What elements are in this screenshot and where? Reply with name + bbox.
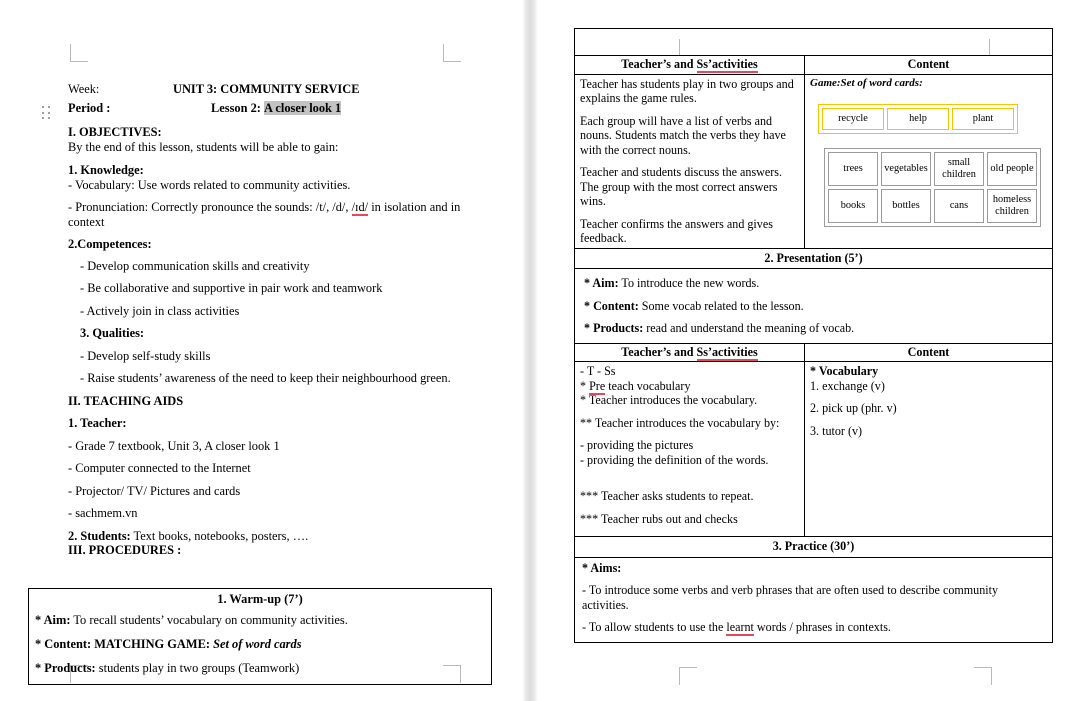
presentation-teacher-para-2: ** Teacher introduces the vocabulary by:	[580, 415, 780, 430]
verb-card-recycle: recycle	[822, 108, 884, 130]
practice-aim-2	[582, 620, 1045, 635]
teacher-aid-item-3: - sachmem.vn	[68, 506, 138, 520]
practice-aim-2-post: words / phrases in contexts.	[753, 620, 891, 634]
presentation-products	[584, 321, 1043, 336]
presentation-teacher-line-1: * Pre teach vocabulary	[580, 378, 691, 393]
competences-heading: 2.Competences:	[68, 237, 152, 251]
unit-title: UNIT 3: COMMUNITY SERVICE	[173, 82, 360, 96]
presentation-header-teacher-pre: Teacher’s and	[621, 344, 697, 359]
noun-card-homeless-children: homeless children	[987, 189, 1037, 223]
presentation-content-cell	[805, 362, 1053, 537]
presentation-teacher-para-3: *** Teacher asks students to repeat.	[580, 489, 754, 503]
warm-up-products	[35, 661, 485, 676]
presentation-body-row	[575, 362, 1053, 537]
period-label: Period :	[68, 100, 111, 115]
noun-card-cans: cans	[934, 189, 984, 223]
lesson-title-highlight: A closer look 1	[264, 100, 342, 115]
presentation-aim-label: * Aim:	[584, 276, 619, 290]
table-blank-row	[575, 29, 1053, 56]
practice-meta-cell	[575, 557, 1053, 642]
warm-up-content	[35, 637, 485, 652]
vocabulary-item-0: 1. exchange (v)	[810, 378, 885, 393]
vocabulary-item-2: 3. tutor (v)	[810, 423, 863, 438]
presentation-teacher-line-0: - T - Ss	[580, 364, 616, 378]
noun-card-old-people: old people	[987, 152, 1037, 186]
noun-cards-row-1	[828, 152, 1037, 186]
presentation-header-teacher-spellcheck: Ss’activities	[696, 344, 758, 359]
qualities-heading: 3. Qualities:	[80, 326, 145, 340]
warm-up-box	[28, 588, 492, 685]
presentation-content-label: * Content:	[584, 298, 639, 313]
paragraph-drag-handle[interactable]	[42, 106, 51, 121]
warm-up-content-bold: MATCHING GAME:	[91, 636, 210, 651]
knowledge-heading: 1. Knowledge:	[68, 163, 144, 177]
verb-cards-row	[822, 108, 1014, 130]
noun-card-small-children: small children	[934, 152, 984, 186]
practice-title: 3. Practice (30’)	[575, 537, 1053, 558]
teacher-aid-item-2: - Projector/ TV/ Pictures and cards	[68, 483, 241, 498]
knowledge-vocabulary: - Vocabulary: Use words related to community activities.	[68, 177, 351, 192]
warmup-header-teacher-pre: Teacher’s and	[621, 57, 697, 71]
students-aids-label: 2. Students:	[68, 528, 131, 543]
noun-card-vegetables: vegetables	[881, 152, 931, 186]
practice-section-bar	[575, 537, 1053, 558]
presentation-products-text: read and understand the meaning of vocab.	[643, 321, 855, 335]
pronunciation-spellcheck-word: /ɪd/	[351, 200, 369, 214]
warmup-teacher-activities-cell	[575, 74, 805, 248]
warm-up-aim-text: To recall students’ vocabulary on community activities.	[70, 612, 348, 627]
crop-mark-top-left	[70, 44, 88, 62]
warmup-header-teacher	[575, 56, 805, 75]
verb-card-help: help	[887, 108, 949, 130]
quality-item-0: - Develop self-study skills	[80, 348, 211, 363]
teacher-aids-heading: 1. Teacher:	[68, 416, 127, 430]
presentation-content-text: Some vocab related to the lesson.	[638, 298, 804, 313]
page-gutter	[500, 0, 560, 701]
lesson-plan-table	[574, 28, 1053, 643]
warmup-teacher-para-1: Each group will have a list of verbs and nouns. Students match the verbs they have with the correct nouns.	[580, 113, 786, 157]
presentation-header-content: Content	[805, 343, 1053, 362]
presentation-column-header-row	[575, 343, 1053, 362]
warm-up-aim	[35, 613, 485, 628]
period-lesson-row	[68, 101, 468, 116]
practice-aims-label: * Aims:	[582, 560, 622, 575]
students-aids-text: Text books, notebooks, posters, ….	[130, 528, 309, 543]
vocabulary-heading: * Vocabulary	[810, 364, 879, 378]
objectives-intro: By the end of this lesson, students will be able to gain:	[68, 139, 339, 154]
crop-mark-bottom-right	[974, 667, 992, 685]
warmup-content-cell	[805, 74, 1053, 248]
competence-item-2: - Actively join in class activities	[80, 303, 240, 318]
noun-card-trees: trees	[828, 152, 878, 186]
crop-mark-top-right	[443, 44, 461, 62]
competence-item-1: - Be collaborative and supportive in pair work and teamwork	[80, 281, 383, 295]
presentation-header-teacher	[575, 343, 805, 362]
warmup-header-content: Content	[805, 56, 1053, 75]
presentation-teacher-para-4: *** Teacher rubs out and checks	[580, 511, 738, 526]
presentation-meta-row	[575, 269, 1053, 344]
verb-card-plant: plant	[952, 108, 1014, 130]
warm-up-title: 1. Warm-up (7’)	[217, 592, 303, 606]
noun-card-books: books	[828, 189, 878, 223]
warmup-column-header-row	[575, 56, 1053, 75]
knowledge-pronunciation	[68, 200, 468, 229]
document-page-right	[560, 0, 1067, 701]
page-gutter-bar	[522, 0, 538, 701]
competence-item-0: - Develop communication skills and creativity	[80, 258, 310, 273]
presentation-teacher-sub-0: - providing the pictures	[580, 438, 694, 452]
presentation-section-bar	[575, 248, 1053, 269]
warm-up-aim-label: * Aim:	[35, 612, 71, 627]
document-page-left	[0, 0, 500, 701]
week-unit-row	[68, 82, 468, 97]
pronunciation-text-pre: - Pronunciation: Correctly pronounce the sounds: /t/, /d/,	[68, 200, 352, 214]
presentation-teacher-spellcheck-word: Pre	[589, 378, 606, 393]
teacher-aid-item-1: - Computer connected to the Internet	[68, 461, 251, 475]
warm-up-products-label: * Products:	[35, 660, 96, 675]
presentation-products-label: * Products:	[584, 321, 644, 335]
presentation-teacher-sub-1: - providing the definition of the words.	[580, 452, 769, 467]
lesson-prefix: Lesson 2:	[211, 100, 261, 115]
presentation-teacher-activities-cell	[575, 362, 805, 537]
students-aids-line	[68, 529, 468, 544]
teacher-aid-item-0: - Grade 7 textbook, Unit 3, A closer look 1	[68, 438, 280, 453]
warmup-teacher-para-0: Teacher has students play in two groups and explains the game rules.	[580, 76, 794, 105]
practice-aim-2-pre: - To allow students to use the	[582, 620, 727, 634]
game-label: Game:Set of word cards:	[810, 76, 923, 89]
week-label	[68, 82, 173, 97]
presentation-aim-text: To introduce the new words.	[618, 276, 760, 290]
left-page-body	[68, 82, 468, 558]
practice-meta-row	[575, 557, 1053, 642]
pronunciation-text-post: in isolation and in context	[68, 200, 461, 229]
presentation-meta-cell	[575, 269, 1053, 344]
warm-up-content-italic: Set of word cards	[209, 636, 302, 651]
warm-up-content-label: * Content:	[35, 636, 92, 651]
presentation-content	[584, 299, 1043, 314]
warmup-header-teacher-spellcheck: Ss’activities	[696, 57, 758, 71]
teaching-aids-heading: II. TEACHING AIDS	[68, 393, 184, 408]
week-label-text: Week:	[68, 82, 100, 96]
verb-word-cards-table	[818, 104, 1018, 134]
warm-up-products-text: students play in two groups (Teamwork)	[95, 660, 300, 675]
noun-cards-row-2	[828, 189, 1037, 223]
noun-word-cards-table	[824, 148, 1041, 227]
noun-card-bottles: bottles	[881, 189, 931, 223]
practice-aim-1: - To introduce some verbs and verb phrases that are often used to describe community activities.	[582, 583, 999, 612]
table-blank-cell	[575, 29, 1053, 56]
warmup-teacher-para-2: Teacher and students discuss the answers. The group with the most correct answers wins.	[580, 165, 783, 208]
practice-aim-2-spellcheck: learnt	[726, 620, 754, 634]
vocabulary-item-1: 2. pick up (phr. v)	[810, 401, 897, 415]
crop-mark-bottom-left	[679, 667, 697, 685]
presentation-title: 2. Presentation (5’)	[575, 248, 1053, 269]
objectives-heading: I. OBJECTIVES:	[68, 125, 162, 139]
presentation-teacher-line-2: * Teacher introduces the vocabulary.	[580, 393, 758, 407]
presentation-aim	[584, 276, 1043, 291]
procedures-heading: III. PROCEDURES :	[68, 543, 182, 557]
warmup-body-row	[575, 74, 1053, 248]
quality-item-1: - Raise students’ awareness of the need to keep their neighbourhood green.	[80, 371, 451, 385]
warmup-teacher-para-3: Teacher confirms the answers and gives feedback.	[580, 216, 773, 245]
